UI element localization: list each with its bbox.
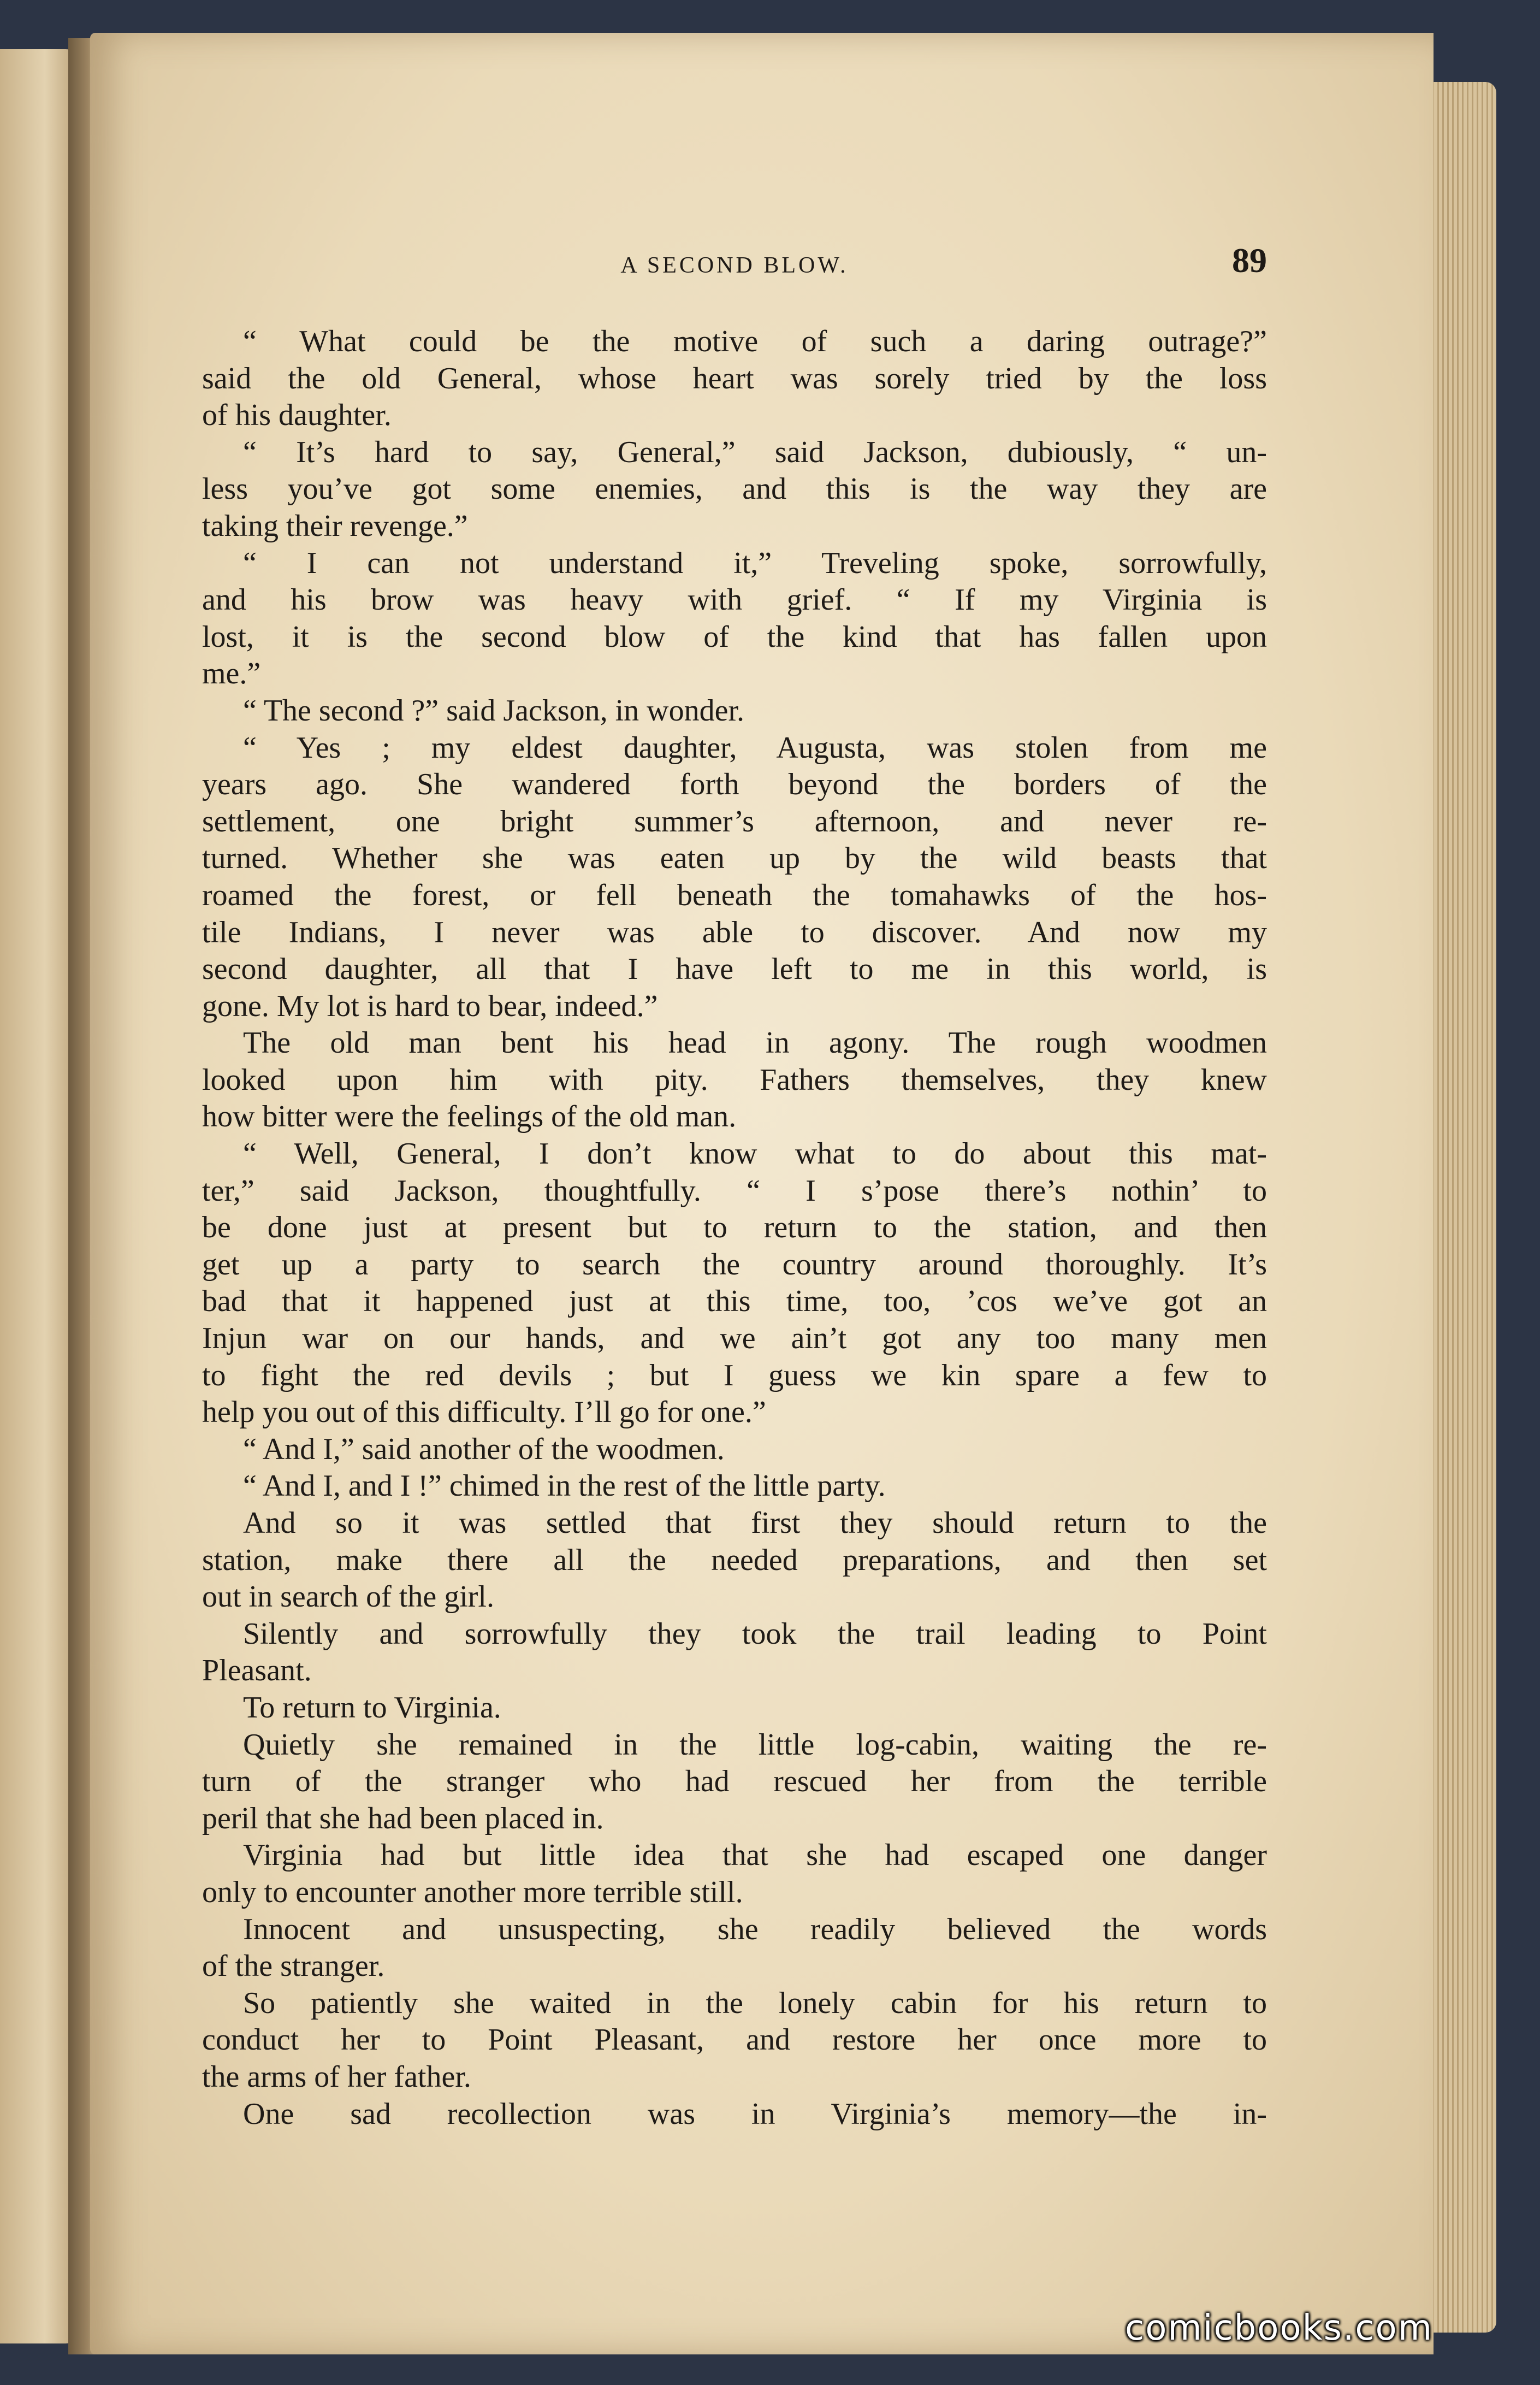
- text-line: said the old General, whose heart was sorely tried by the loss: [202, 361, 1267, 395]
- text-line: Innocent and unsuspecting, she readily believed the words: [243, 1912, 1267, 1946]
- text-line: “ The second ?” said Jackson, in wonder.: [243, 693, 745, 728]
- text-line: Virginia had but little idea that she had escaped one danger: [243, 1838, 1267, 1873]
- text-line: and his brow was heavy with grief. “ If my Virginia is: [202, 583, 1267, 617]
- text-line: “ And I, and I !” chimed in the rest of the little party.: [243, 1469, 886, 1503]
- text-line: only to encounter another more terrible still.: [202, 1875, 743, 1909]
- text-line: conduct her to Point Pleasant, and restore her once more to: [202, 2023, 1267, 2057]
- text-line: ter,” said Jackson, thoughtfully. “ I s’pose there’s nothin’ to: [202, 1173, 1267, 1208]
- text-line: One sad recollection was in Virginia’s memory—the in-: [243, 2097, 1267, 2131]
- text-line: taking their revenge.”: [202, 509, 468, 543]
- text-line: The old man bent his head in agony. The rough woodmen: [243, 1026, 1267, 1060]
- text-line: settlement, one bright summer’s afternoon, and never re-: [202, 804, 1267, 839]
- text-line: roamed the forest, or fell beneath the tomahawks of the hos-: [202, 878, 1267, 912]
- text-line: how bitter were the feelings of the old man.: [202, 1100, 737, 1134]
- text-line: Quietly she remained in the little log-cabin, waiting the re-: [243, 1727, 1267, 1762]
- text-line: “ It’s hard to say, General,” said Jackson, dubiously, “ un-: [243, 435, 1267, 469]
- text-line: of the stranger.: [202, 1949, 385, 1983]
- text-line: lost, it is the second blow of the kind that has fallen upon: [202, 619, 1267, 654]
- text-line: turn of the stranger who had rescued her from the terrible: [202, 1764, 1267, 1799]
- text-line: station, make there all the needed preparations, and then set: [202, 1543, 1267, 1577]
- running-title: A SECOND BLOW.: [620, 253, 849, 278]
- text-line: “ Well, General, I don’t know what to do about this mat-: [243, 1137, 1267, 1171]
- text-line: to fight the red devils ; but I guess we kin spare a few to: [202, 1358, 1267, 1392]
- watermark-text: comicbooks.com: [1125, 2308, 1434, 2348]
- page-number: 89: [1232, 241, 1267, 280]
- text-line: less you’ve got some enemies, and this is the way they are: [202, 472, 1267, 506]
- text-line: be done just at present but to return to the station, and then: [202, 1211, 1267, 1245]
- text-line: of his daughter.: [202, 398, 392, 433]
- text-line: So patiently she waited in the lonely cabin for his return to: [243, 1986, 1267, 2020]
- text-line: turned. Whether she was eaten up by the wild beasts that: [202, 841, 1267, 876]
- text-line: peril that she had been placed in.: [202, 1801, 604, 1835]
- text-line: gone. My lot is hard to bear, indeed.”: [202, 989, 658, 1023]
- text-line: bad that it happened just at this time, too, ’cos we’ve got an: [202, 1284, 1267, 1319]
- page-header: [202, 240, 1267, 290]
- text-line: years ago. She wandered forth beyond the borders of the: [202, 768, 1267, 802]
- text-line: out in search of the girl.: [202, 1580, 494, 1614]
- text-line: tile Indians, I never was able to discover. And now my: [202, 915, 1267, 949]
- text-line: “ And I,” said another of the woodmen.: [243, 1432, 725, 1466]
- text-line: To return to Virginia.: [243, 1690, 501, 1725]
- text-line: looked upon him with pity. Fathers themselves, they knew: [202, 1062, 1267, 1097]
- text-line: “ What could be the motive of such a daring outrage?”: [243, 324, 1267, 358]
- text-line: the arms of her father.: [202, 2059, 471, 2094]
- text-line: get up a party to search the country around thoroughly. It’s: [202, 1247, 1267, 1282]
- body-text: [202, 323, 1267, 2133]
- text-line: second daughter, all that I have left to me in this world, is: [202, 952, 1267, 987]
- text-line: me.”: [202, 657, 261, 691]
- text-line: Pleasant.: [202, 1654, 312, 1688]
- text-line: Injun war on our hands, and we ain’t got any too many men: [202, 1321, 1267, 1356]
- text-line: help you out of this difficulty. I’ll go for one.”: [202, 1395, 766, 1430]
- text-line: “ Yes ; my eldest daughter, Augusta, was stolen from me: [243, 730, 1267, 765]
- text-line: And so it was settled that first they should return to the: [243, 1506, 1267, 1540]
- text-line: Silently and sorrowfully they took the trail leading to Point: [243, 1616, 1267, 1651]
- text-line: “ I can not understand it,” Treveling spoke, sorrowfully,: [243, 546, 1267, 580]
